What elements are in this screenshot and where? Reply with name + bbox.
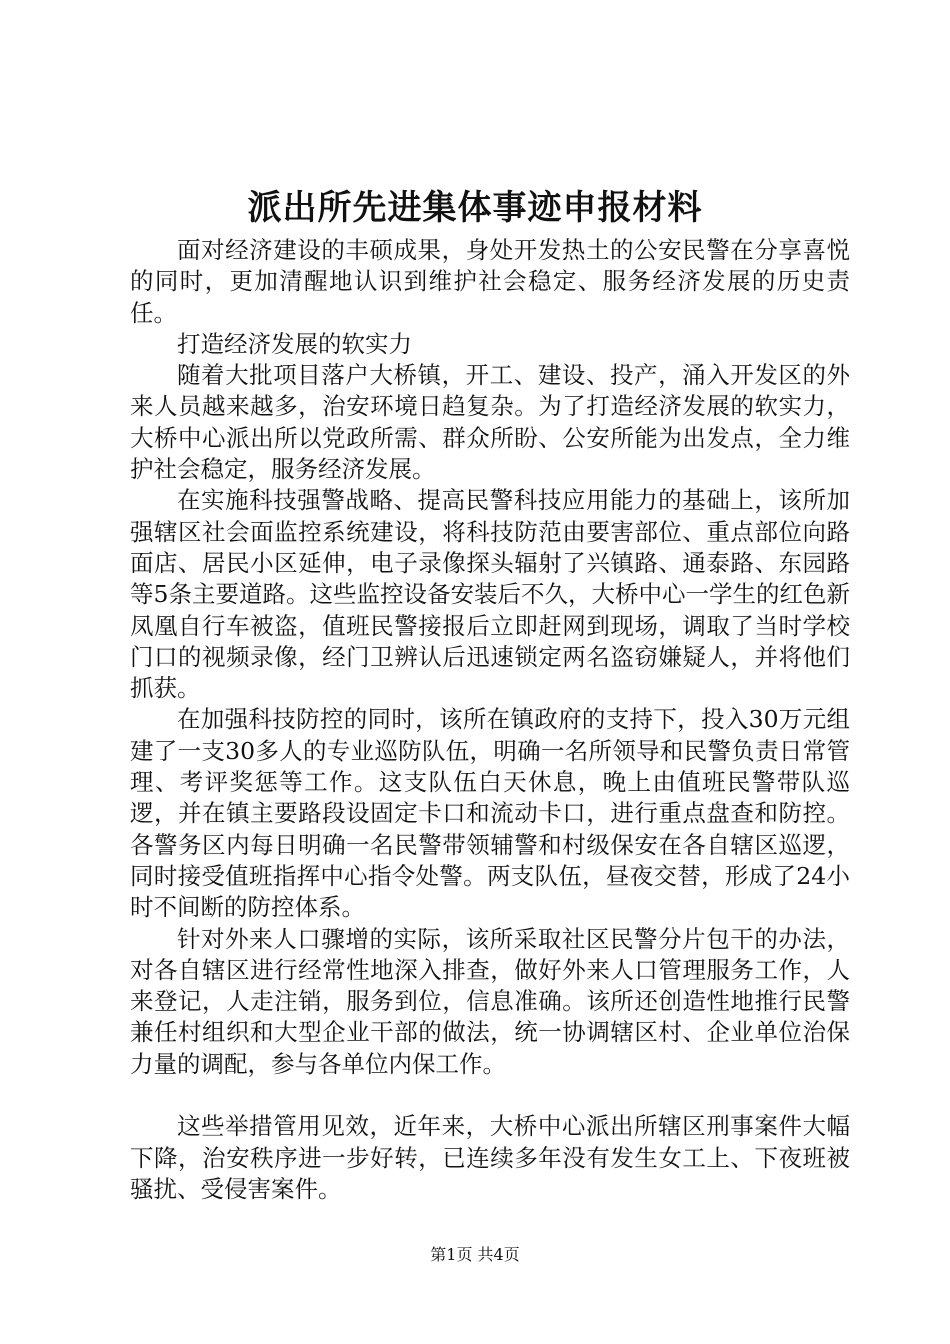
paragraph-technology: 在实施科技强警战略、提高民警科技应用能力的基础上，该所加强辖区社会面监控系统建设，将科技防范由要害部位、重点部位向路面店、居民小区延伸，电子录像探头辐射了兴镇路、通泰路、东园路等5条主要道路。这些监控设备安装后不久，大桥中心一学生的红色新凤凰自行车被盗，值班民警接报后立即赶网到现场，调取了当时学校门口的视频录像，经门卫辨认后迅速锁定两名盗窃嫌疑人，并将他们抓获。 xyxy=(130,486,850,703)
page-footer: 第1页 共4页 xyxy=(430,1245,520,1264)
document-body xyxy=(130,235,850,1205)
paragraph-background: 随着大批项目落户大桥镇，开工、建设、投产，涌入开发区的外来人员越来越多，治安环境日趋复杂。为了打造经济发展的软实力，大桥中心派出所以党政所需、群众所盼、公安所能为出发点，全力维护社会稳定，服务经济发展。 xyxy=(130,361,850,484)
section-heading: 打造经济发展的软实力 xyxy=(177,329,412,358)
document-title: 派出所先进集体事迹申报材料 xyxy=(247,188,703,228)
paragraph-intro: 面对经济建设的丰硕成果，身处开发热土的公安民警在分享喜悦的同时，更加清醒地认识到维护社会稳定、服务经济发展的历史责任。 xyxy=(130,236,850,327)
paragraph-results: 这些举措管用见效，近年来，大桥中心派出所辖区刑事案件大幅下降，治安秩序进一步好转，已连续多年没有发生女工上、下夜班被骚扰、受侵害案件。 xyxy=(130,1112,850,1203)
paragraph-patrol-team: 在加强科技防控的同时，该所在镇政府的支持下，投入30万元组建了一支30多人的专业巡防队伍，明确一名所领导和民警负责日常管理、考评奖惩等工作。这支队伍白天休息，晚上由值班民警带队巡逻，并在镇主要路段设固定卡口和流动卡口，进行重点盘查和防控。各警务区内每日明确一名民警带领辅警和村级保安在各自辖区巡逻，同时接受值班指挥中心指令处警。两支队伍，昼夜交替，形成了24小时不间断的防控体系。 xyxy=(130,705,850,922)
paragraph-population-management: 针对外来人口骤增的实际，该所采取社区民警分片包干的办法，对各自辖区进行经常性地深入排查，做好外来人口管理服务工作，人来登记，人走注销，服务到位，信息准确。该所还创造性地推行民警兼任村组织和大型企业干部的做法，统一协调辖区村、企业单位治保力量的调配，参与各单位内保工作。 xyxy=(130,924,850,1078)
